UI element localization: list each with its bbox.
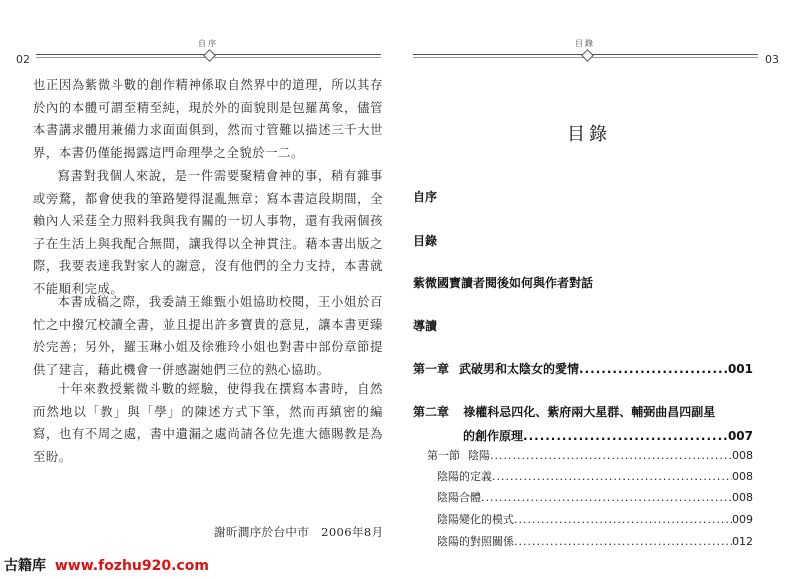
subsection-page: 009 — [732, 513, 753, 526]
subsection-title: 陰陽合體 — [437, 491, 481, 504]
right-page-number: 03 — [765, 53, 779, 66]
toc-entry-chapter-1[interactable] — [413, 360, 753, 377]
chapter-title-line2: 的創作原理 — [463, 429, 524, 443]
toc-subsection[interactable] — [437, 468, 753, 484]
toc-entry-contents[interactable]: 目錄 — [413, 234, 438, 248]
subsection-title: 陰陽的定義 — [437, 470, 492, 483]
toc-leader-dots — [514, 535, 732, 548]
watermark-site-name: 古籍库 — [4, 558, 46, 574]
right-running-head: 目錄 — [575, 39, 595, 48]
toc-entry-reader-dialogue[interactable]: 紫微國寶讀者閱後如何與作者對話 — [413, 276, 594, 290]
preface-text: 十年來教授紫微斗數的經驗，使得我在撰寫本書時，自然而然地以「教」與「學」的陳述方式下筆，然而再縝密的編寫，也有不周之處，書中遺漏之處尚請各位先進大德賜教是為至盼。 — [33, 382, 383, 464]
left-running-head: 自序 — [198, 39, 218, 48]
right-header-ornament-icon — [581, 49, 594, 62]
watermark — [4, 555, 209, 575]
toc-subsection[interactable] — [437, 511, 753, 527]
left-page-number: 02 — [16, 53, 30, 66]
left-header-ornament-icon — [203, 49, 216, 62]
chapter-label: 第二章 — [413, 405, 450, 419]
section-label: 第一節 — [427, 449, 460, 462]
chapter-page: 001 — [727, 362, 753, 376]
watermark-url: www.fozhu920.com — [54, 558, 209, 574]
toc-entry-chapter-2[interactable] — [413, 403, 753, 444]
preface-paragraph-4 — [33, 378, 383, 468]
chapter-label: 第一章 — [413, 362, 450, 376]
section-title: 陰陽 — [468, 449, 490, 462]
toc-subsection[interactable] — [437, 533, 753, 549]
toc-entry-preface[interactable]: 自序 — [413, 190, 438, 204]
toc-entry-section-1[interactable] — [427, 447, 753, 463]
chapter-title-line1: 祿權科忌四化、紫府兩大星群、輔弼曲昌四副星 — [463, 405, 716, 419]
preface-paragraph-3 — [33, 291, 383, 381]
subsection-page: 008 — [732, 491, 753, 504]
subsection-title: 陰陽的對照關係 — [437, 535, 514, 548]
toc-leader-dots — [579, 362, 728, 376]
toc-subsection[interactable] — [437, 489, 753, 505]
preface-signature: 謝昕澗序於台中市 2006年8月 — [214, 525, 384, 539]
toc-leader-dots — [514, 513, 732, 526]
subsection-page: 008 — [732, 470, 753, 483]
toc-title: 目錄 — [567, 124, 611, 145]
toc-leader-dots — [490, 449, 732, 462]
preface-paragraph-1 — [33, 74, 383, 164]
toc-entry-introduction[interactable]: 導讀 — [413, 319, 438, 333]
toc-leader-dots — [492, 470, 732, 483]
chapter-title: 武破男和太陰女的愛情 — [459, 362, 580, 376]
section-page: 008 — [732, 449, 753, 462]
toc-leader-dots — [481, 491, 732, 504]
chapter-page: 007 — [727, 429, 753, 443]
toc-leader-dots — [523, 429, 728, 443]
subsection-title: 陰陽變化的模式 — [437, 513, 514, 526]
preface-text: 寫書對我個人來說，是一件需要聚精會神的事，稍有雜事或旁騖，都會使我的筆路變得混亂無章；寫本書這段期間，全賴內人采莛全力照料我與我有關的一切人事物，還有我兩個孩子在生活上與我配合無間，讓我得以全神貫注。藉本書出版之際，我要表達我對家人的謝意，沒有他們的全力支持，本書就不能順利完成。 — [33, 169, 383, 296]
preface-paragraph-2 — [33, 165, 383, 300]
preface-text: 本書成稿之際，我委請王維甄小姐協助校閱，王小姐於百忙之中撥冗校讀全書，並且提出許多寶貴的意見，讓本書更臻於完善；另外，羅玉琳小姐及徐雅玲小姐也對書中部份章節提供了建言，藉此機會一併感謝她們三位的熱心協助。 — [33, 295, 383, 377]
preface-text: 也正因為紫微斗數的創作精神係取自然界中的道理，所以其存於內的本體可謂至精至純，現於外的面貌則是包羅萬象，儘管本書講求體用兼備力求面面俱到，然而寸管難以描述三千大世界，本書仍僅能揭露這門命理學之全貌於一二。 — [33, 78, 383, 160]
subsection-page: 012 — [732, 535, 753, 548]
